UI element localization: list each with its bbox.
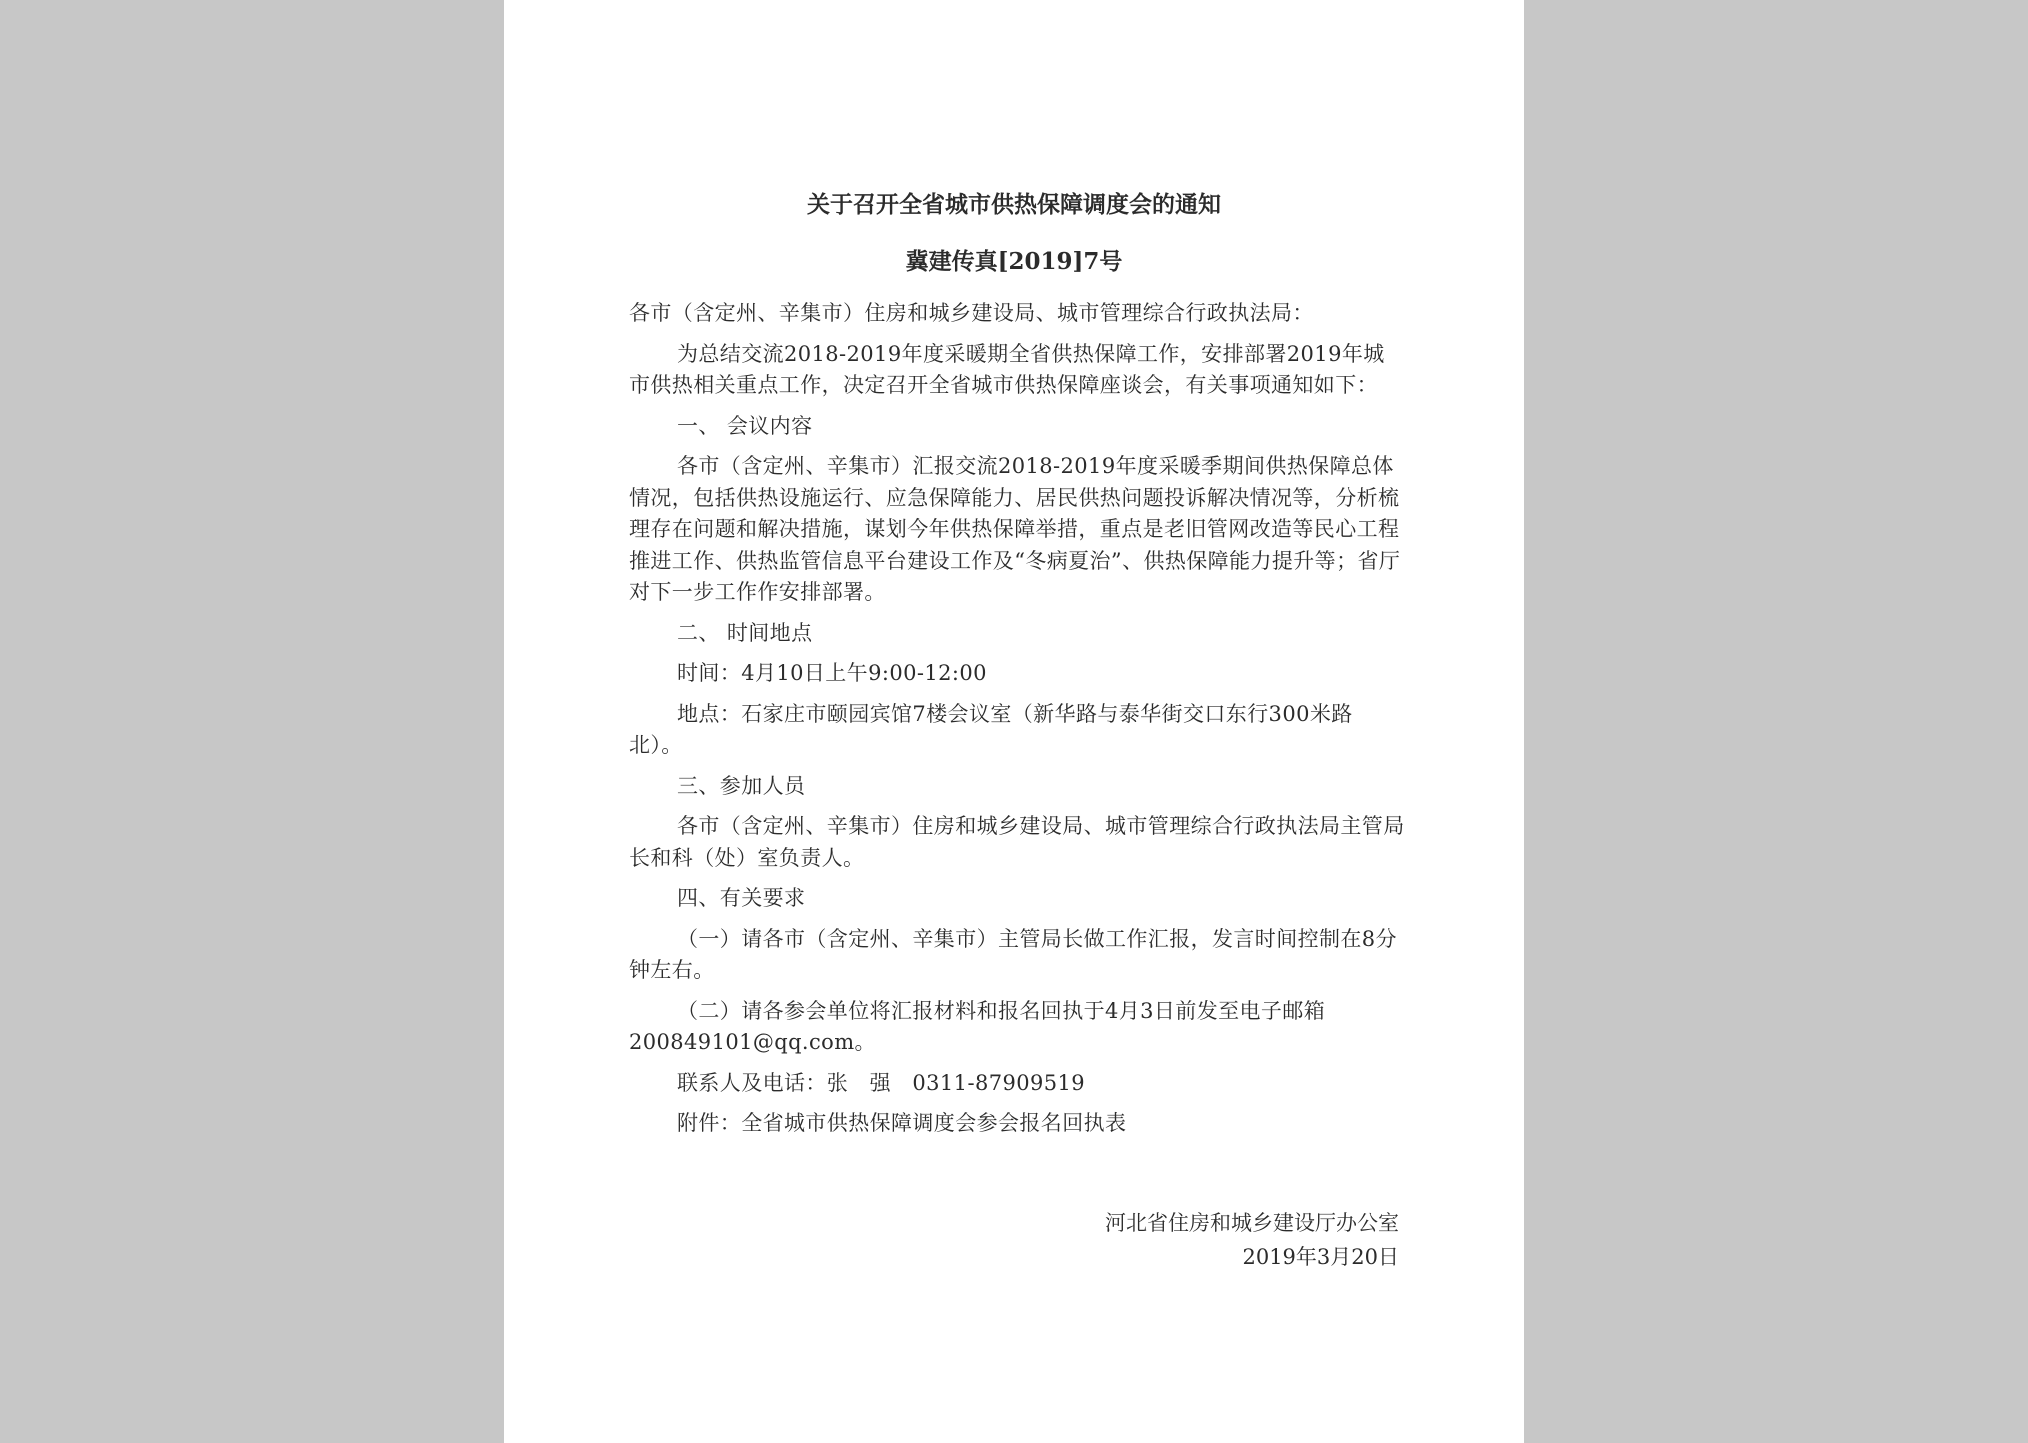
section-3-body: 各市（含定州、辛集市）住房和城乡建设局、城市管理综合行政执法局主管局长和科（处）室负责人。 [629,814,1405,870]
section-4-heading: 四、有关要求 [677,886,806,910]
requirement-1: （一）请各市（含定州、辛集市）主管局长做工作汇报，发言时间控制在8分钟左右。 [629,926,1397,982]
contact-info: 联系人及电话：张 强 0311-87909519 [677,1070,1086,1095]
document-page [504,0,1524,1443]
section-3-heading: 三、参加人员 [677,773,806,798]
section-2-heading: 二、 时间地点 [677,620,813,645]
attachment-note: 附件：全省城市供热保障调度会参会报名回执表 [677,1111,1127,1135]
requirement-2: （二）请各参会单位将汇报材料和报名回执于4月3日前发至电子邮箱200849101@qq.com。 [629,998,1326,1054]
meeting-time: 时间：4月10日上午9:00-12:00 [677,661,987,685]
addressee: 各市（含定州、辛集市）住房和城乡建设局、城市管理综合行政执法局： [629,301,1314,325]
document-title: 关于召开全省城市供热保障调度会的通知 [807,191,1221,218]
section-1-heading: 一、 会议内容 [677,413,813,438]
issue-date: 2019年3月20日 [1242,1245,1399,1269]
section-1-body: 各市（含定州、辛集市）汇报交流2018-2019年度采暖季期间供热保障总体情况，包括供热设施运行、应急保障能力、居民供热问题投诉解决情况等，分析梳理存在问题和解决措施，谋划今年供热保障举措，重点是老旧管网改造等民心工程推进工作、供热监管信息平台建设工作及“冬病夏治”、供热保障能力提升等；省厅对下一步工作作安排部署。 [629,454,1401,604]
issuer: 河北省住房和城乡建设厅办公室 [1105,1211,1399,1235]
document-number: 冀建传真[2019]7号 [905,248,1123,275]
meeting-place: 地点：石家庄市颐园宾馆7楼会议室（新华路与泰华街交口东行300米路北）。 [629,701,1353,757]
document-body [629,298,1405,1149]
intro-paragraph: 为总结交流2018-2019年度采暖期全省供热保障工作，安排部署2019年城市供热相关重点工作，决定召开全省城市供热保障座谈会，有关事项通知如下： [629,341,1385,397]
signature-block [1105,1206,1399,1274]
